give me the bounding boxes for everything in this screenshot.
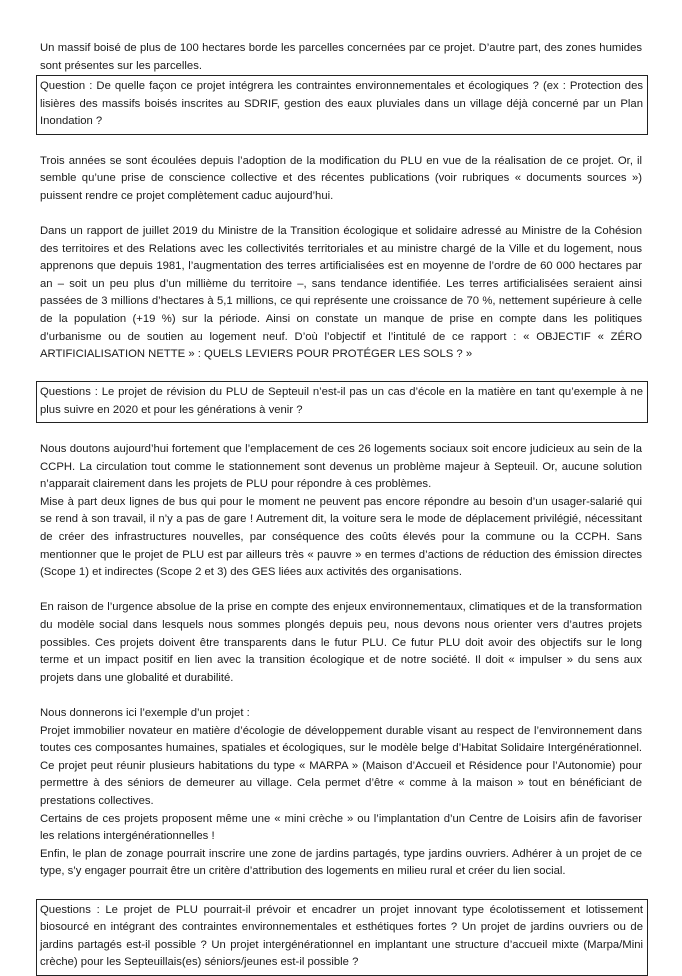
question-contraintes-text: Question : De quelle façon ce projet intégrera les contraintes environnementales et écologiques ? (ex : Protection des lisières des massifs boisés inscrites au SDRIF, gestion des eaux pluviales dans un village déjà concerné par un Plan Inondation ? [40, 80, 643, 128]
question-cas-ecole-text: Questions : Le projet de révision du PLU de Septeuil n’est-il pas un cas d’école en la matière en tant qu’exemple à ne plus suivre en 2020 et pour les générations à venir ? [40, 386, 643, 416]
paragraph-massif-boise: Un massif boisé de plus de 100 hectares borde les parcelles concernées par ce projet. D’autre part, des zones humides sont présentes sur les parcelles. [40, 42, 642, 72]
document-page [40, 40, 642, 976]
question-box-ecolotissement [36, 899, 648, 976]
paragraph-jardins-partages: Enfin, le plan de zonage pourrait inscrire une zone de jardins partagés, type jardins ouvriers. Adhérer à un projet de ce type, s’y engager pourrait être un critère d’attribution des logements en milieu rural et créer du lien social. [40, 847, 642, 878]
question-box-cas-ecole [36, 381, 648, 423]
paragraph-projet-immobilier: Projet immobilier novateur en matière d’écologie de développement durable visant au respect de l’environnement dans toutes ces composantes humaines, spatiales et écologiques, sur le modèle belge d’Habitat Solidaire Intergénérationnel. Ce projet peut réunir plusieurs habitations du type « MARPA » (Maison d’Accueil et Résidence pour l’Autonomie) pour permettre à des séniors de demeurer au village. Cela permet d’être « comme à la maison » tout en bénéficiant de prestations collectives. [40, 724, 642, 807]
question-ecolotissement-text: Questions : Le projet de PLU pourrait-il prévoir et encadrer un projet innovant type écolotissement et lotissement biosourcé en intégrant des contraintes environnementales et esthétiques fortes ? Un projet de jardins ouvriers ou de jardins partagés est-il possible ? Un projet intergénérationnel en implantant une structure d’accueil mixte (Marpa/Mini crèche) pour les Septeuillais(es) séniors/jeunes est-il possible ? [40, 903, 643, 969]
paragraph-trois-annees: Trois années se sont écoulées depuis l’adoption de la modification du PLU en vue de la réalisation de ce projet. Or, il semble qu’une prise de conscience collective et des récentes publications (voir rubriques « documents sources ») puissent rendre ce projet complètement caduc aujourd’hui. [40, 154, 642, 202]
paragraph-logements-sociaux: Nous doutons aujourd’hui fortement que l’emplacement de ces 26 logements sociaux soit encore judicieux au sein de la CCPH. La circulation tout comme le stationnement sont devenus un problème majeur à Septeuil. Or, aucune solution n’apparait clairement dans les projets de PLU pour répondre à ces problèmes. [40, 443, 642, 491]
paragraph-urgence: En raison de l’urgence absolue de la prise en compte des enjeux environnementaux, climatiques et de la transformation du modèle social dans lesquels nous sommes plongés depuis peu, nous devons nous orienter vers d’autres projets possibles. Ces projets doivent être transparents dans le futur PLU. Ce futur PLU doit avoir des objectifs sur le long terme et un impact positif en lien avec la transition écologique et de notre société. Il doit « impulser » du sens aux projets dans une globalité et durabilité. [40, 601, 642, 684]
paragraph-exemple-intro: Nous donnerons ici l’exemple d’un projet : [40, 706, 250, 719]
paragraph-rapport-2019: Dans un rapport de juillet 2019 du Ministre de la Transition écologique et solidaire adressé au Ministre de la Cohésion des territoires et des Relations avec les collectivités territoriales et au ministre chargé de la Ville et du logement, nous apprenons que depuis 1981, l’augmentation des terres artificialisées est en moyenne de l’ordre de 60 000 hectares par an – soit un peu plus d’un millième du territoire –, sans tendance identifiée. Les terres artificialisées seraient ainsi passées de 3 millions d’hectares à 5,1 millions, ce qui représente une croissance de 70 %, nettement supérieure à celle de la population (+19 %) sur la période. Ainsi on constate un manque de prise en compte dans les politiques d’urbanisme ou de soutien au logement neuf. D’où l’objectif et l’intitulé de ce rapport : « OBJECTIF « ZÉRO ARTIFICIALISATION NETTE » : QUELS LEVIERS POUR PROTÉGER LES SOLS ? » [40, 224, 642, 361]
question-box-contraintes [36, 75, 648, 135]
paragraph-lignes-bus: Mise à part deux lignes de bus qui pour le moment ne peuvent pas encore répondre au besoin d’un usager-salarié qui se rend à son travail, il n’y a pas de gare ! Autrement dit, la voiture sera le mode de déplacement privilégié, nécessitant de créer des infrastructures nouvelles, par conséquence des coûts élevés pour la commune ou la CCPH. Sans mentionner que le projet de PLU est par ailleurs très « pauvre » en termes d’actions de réduction des émission directes (Scope 1) et indirectes (Scope 2 et 3) des GES liées aux activités des organisations. [40, 495, 642, 579]
paragraph-mini-creche: Certains de ces projets proposent même une « mini crèche » ou l’implantation d’un Centre de Loisirs afin de favoriser les relations intergénérationnelles ! [40, 812, 642, 843]
